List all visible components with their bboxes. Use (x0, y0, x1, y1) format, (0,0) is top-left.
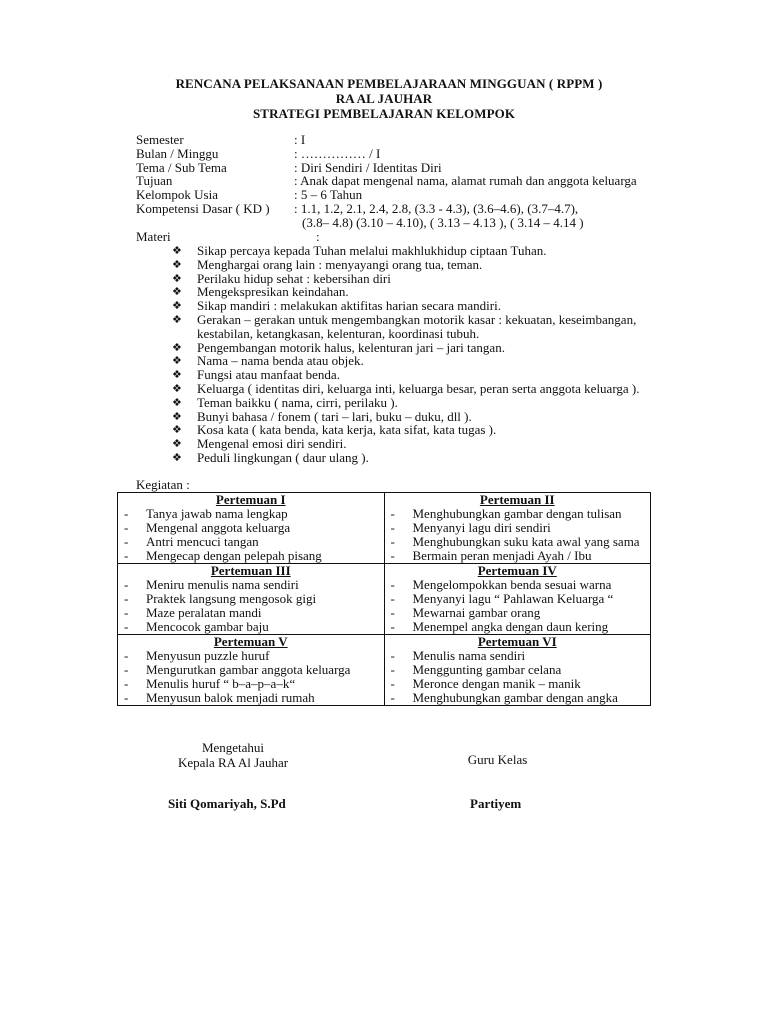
materi-item (172, 423, 692, 437)
materi-text: Peduli lingkungan ( daur ulang ). (197, 449, 369, 465)
info-row-kd (136, 202, 696, 216)
activity-text: Menggunting gambar celana (412, 662, 562, 677)
activity-text: Mengelompokkan benda sesuai warna (412, 577, 612, 592)
activity-text: Mengecap dengan pelepah pisang (146, 548, 322, 563)
materi-item (172, 299, 692, 313)
dash-marker: - (390, 619, 395, 634)
activity-list (385, 649, 651, 705)
activity-text: Antri mencuci tangan (146, 534, 259, 549)
dash-marker: - (124, 520, 129, 535)
activity-list (118, 649, 384, 705)
info-label: Tema / Sub Tema (136, 159, 227, 175)
activity-item (385, 521, 651, 535)
kegiatan-row (118, 493, 651, 564)
dash-marker: - (124, 548, 129, 563)
activity-item (118, 507, 384, 521)
activity-text: Menulis huruf “ b–a–p–a–k“ (146, 676, 296, 691)
info-row-usia (136, 188, 696, 202)
activity-item (118, 663, 384, 677)
dash-marker: - (390, 605, 395, 620)
activity-item (118, 691, 384, 705)
kegiatan-label: Kegiatan : (136, 477, 190, 492)
activity-text: Maze peralatan mandi (146, 605, 262, 620)
materi-text: Pengembangan motorik halus, kelenturan jari – jari tangan. (197, 339, 505, 355)
bullet-icon: ❖ (172, 285, 182, 299)
dash-marker: - (124, 605, 129, 620)
info-label: Bulan / Minggu (136, 145, 219, 161)
activity-text: Meniru menulis nama sendiri (146, 577, 299, 592)
materi-item (172, 313, 692, 341)
activity-item (385, 578, 651, 592)
pertemuan-cell (118, 635, 385, 706)
materi-text: Nama – nama benda atau objek. (197, 353, 364, 369)
info-label: Kelompok Usia (136, 187, 218, 203)
activity-text: Mengurutkan gambar anggota keluarga (146, 662, 351, 677)
document-header (0, 76, 768, 121)
activity-text: Menempel angka dengan daun kering (412, 619, 609, 634)
dash-marker: - (390, 534, 395, 549)
pertemuan-cell (118, 564, 385, 635)
materi-item (172, 382, 692, 396)
activity-text: Menyanyi lagu diri sendiri (412, 520, 551, 535)
pertemuan-title-text: Pertemuan I (215, 492, 286, 507)
activity-text: Praktek langsung mengosok gigi (146, 591, 317, 606)
bullet-icon: ❖ (172, 395, 182, 409)
document-title: RENCANA PELAKSANAAN PEMBELAJARAAN MINGGUAN ( RPPM ) (175, 76, 603, 91)
materi-text: Mengenal emosi diri sendiri. (197, 436, 347, 452)
dash-marker: - (390, 662, 395, 677)
activity-item (118, 649, 384, 663)
pertemuan-title-text: Pertemuan VI (477, 634, 557, 649)
activity-item (385, 620, 651, 634)
activity-item (118, 521, 384, 535)
info-value: : 5 – 6 Tahun (294, 187, 363, 203)
dash-marker: - (124, 591, 129, 606)
materi-text: Kosa kata ( kata benda, kata kerja, kata sifat, kata tugas ). (197, 422, 497, 438)
dash-marker: - (124, 619, 129, 634)
bullet-icon: ❖ (172, 437, 182, 451)
info-value: : 1.1, 1.2, 2.1, 2.4, 2.8, (3.3 - 4.3), (3.6–4.6), (3.7–4.7), (294, 200, 579, 216)
activity-text: Mengenal anggota keluarga (146, 520, 291, 535)
info-row-kd-continued (136, 216, 696, 230)
signature-right-line1: Guru Kelas (467, 752, 528, 767)
plan-info (136, 133, 696, 243)
signature-right (440, 752, 555, 767)
dash-marker: - (124, 662, 129, 677)
activity-list (118, 578, 384, 634)
bullet-icon: ❖ (172, 244, 182, 257)
info-label: Kompetensi Dasar ( KD ) (136, 200, 270, 216)
materi-item (172, 244, 692, 258)
dash-marker: - (124, 506, 129, 521)
info-row-tema (136, 161, 696, 175)
materi-item (172, 368, 692, 382)
pertemuan-title-text: Pertemuan III (210, 563, 291, 578)
bullet-icon: ❖ (172, 312, 182, 326)
activity-text: Bermain peran menjadi Ayah / Ibu (412, 548, 592, 563)
activity-text: Menghubungkan gambar dengan angka (412, 690, 618, 705)
activity-item (385, 691, 651, 705)
activity-text: Meronce dengan manik – manik (412, 676, 581, 691)
materi-text: Fungsi atau manfaat benda. (197, 367, 340, 383)
materi-item (172, 437, 692, 451)
signature-left-line1: Mengetahui (201, 740, 265, 755)
materi-item (172, 354, 692, 368)
pertemuan-cell (384, 564, 651, 635)
bullet-icon: ❖ (172, 299, 182, 313)
dash-marker: - (390, 676, 395, 691)
bullet-icon: ❖ (172, 271, 182, 285)
activity-item (385, 592, 651, 606)
pertemuan-title (385, 635, 651, 649)
activity-text: Mencocok gambar baju (146, 619, 269, 634)
dash-marker: - (390, 577, 395, 592)
activity-list (385, 578, 651, 634)
materi-item (172, 396, 692, 410)
materi-item (172, 451, 692, 465)
bullet-icon: ❖ (172, 423, 182, 437)
dash-marker: - (390, 591, 395, 606)
activity-text: Mewarnai gambar orang (412, 605, 541, 620)
principal-name: Siti Qomariyah, S.Pd (168, 796, 286, 811)
activity-list (385, 507, 651, 563)
dash-marker: - (124, 648, 129, 663)
activity-text: Menyanyi lagu “ Pahlawan Keluarga “ (412, 591, 614, 606)
activity-item (385, 507, 651, 521)
activity-text: Menyusun balok menjadi rumah (146, 690, 315, 705)
info-label: Tujuan (136, 173, 173, 189)
activity-text: Menyusun puzzle huruf (146, 648, 270, 663)
dash-marker: - (390, 520, 395, 535)
dash-marker: - (124, 577, 129, 592)
pertemuan-cell (384, 635, 651, 706)
bullet-icon: ❖ (172, 354, 182, 368)
info-row-materi (136, 230, 696, 244)
info-label: Semester (136, 132, 184, 147)
info-row-tujuan (136, 174, 696, 188)
kegiatan-row (118, 635, 651, 706)
activity-item (385, 606, 651, 620)
pertemuan-title (118, 493, 384, 507)
pertemuan-title-text: Pertemuan IV (477, 563, 557, 578)
activity-item (385, 677, 651, 691)
bullet-icon: ❖ (172, 450, 182, 464)
bullet-icon: ❖ (172, 381, 182, 395)
materi-text: Mengekspresikan keindahan. (197, 284, 349, 300)
pertemuan-cell (118, 493, 385, 564)
pertemuan-title-text: Pertemuan V (213, 634, 288, 649)
materi-text: Menghargai orang lain : menyayangi orang tua, teman. (197, 256, 483, 272)
bullet-icon: ❖ (172, 340, 182, 354)
dash-marker: - (390, 506, 395, 521)
activity-text: Tanya jawab nama lengkap (146, 506, 288, 521)
activity-item (118, 677, 384, 691)
materi-item (172, 341, 692, 355)
info-value-continued: (3.8– 4.8) (3.10 – 4.10), ( 3.13 – 4.13 ), ( 3.14 – 4.14 ) (302, 214, 584, 230)
info-row-semester (136, 133, 696, 147)
dash-marker: - (124, 690, 129, 705)
materi-list (172, 244, 692, 465)
materi-text: Bunyi bahasa / fonem ( tari – lari, buku – duku, dll ). (197, 408, 472, 424)
activity-text: Menulis nama sendiri (412, 648, 526, 663)
info-value: : Anak dapat mengenal nama, alamat rumah dan anggota keluarga (294, 173, 637, 189)
activity-text: Menghubungkan gambar dengan tulisan (412, 506, 622, 521)
pertemuan-title (118, 564, 384, 578)
pertemuan-cell (384, 493, 651, 564)
info-value: : (316, 228, 320, 244)
pertemuan-title-text: Pertemuan II (479, 492, 555, 507)
signature-left (158, 740, 308, 770)
info-value: : Diri Sendiri / Identitas Diri (294, 159, 442, 175)
pertemuan-title (385, 493, 651, 507)
dash-marker: - (124, 676, 129, 691)
materi-item (172, 258, 692, 272)
materi-text: Sikap percaya kepada Tuhan melalui makhlukhidup ciptaan Tuhan. (197, 243, 547, 258)
activity-item (118, 549, 384, 563)
materi-item (172, 285, 692, 299)
dash-marker: - (390, 548, 395, 563)
dash-marker: - (124, 534, 129, 549)
materi-text: Sikap mandiri : melakukan aktifitas harian secara mandiri. (197, 298, 501, 314)
info-row-bulan (136, 147, 696, 161)
materi-text: Keluarga ( identitas diri, keluarga inti, keluarga besar, peran serta anggota keluarga ). (197, 380, 640, 396)
activity-item (385, 649, 651, 663)
kegiatan-row (118, 564, 651, 635)
strategy-title: STRATEGI PEMBELAJARAN KELOMPOK (252, 106, 516, 121)
materi-item (172, 410, 692, 424)
activity-item (118, 592, 384, 606)
info-value: : …………… / I (294, 145, 381, 161)
bullet-icon: ❖ (172, 409, 182, 423)
activity-item (385, 663, 651, 677)
pertemuan-title (385, 564, 651, 578)
dash-marker: - (390, 648, 395, 663)
materi-text: Gerakan – gerakan untuk mengembangkan motorik kasar : kekuatan, keseimbangan, kestabilan, ketangkasan, kelenturan, koordinasi tubuh. (197, 311, 637, 341)
activity-item (118, 578, 384, 592)
bullet-icon: ❖ (172, 368, 182, 382)
dash-marker: - (390, 690, 395, 705)
materi-text: Perilaku hidup sehat : kebersihan diri (197, 270, 391, 286)
signature-left-line2: Kepala RA Al Jauhar (177, 755, 289, 770)
materi-item (172, 272, 692, 286)
bullet-icon: ❖ (172, 257, 182, 271)
teacher-name: Partiyem (470, 796, 522, 811)
activity-item (118, 606, 384, 620)
info-label: Materi (136, 228, 171, 244)
activity-item (385, 549, 651, 563)
pertemuan-title (118, 635, 384, 649)
activity-item (118, 620, 384, 634)
activity-list (118, 507, 384, 563)
school-name: RA AL JAUHAR (335, 91, 433, 106)
activity-item (118, 535, 384, 549)
activity-text: Menghubungkan suku kata awal yang sama (412, 534, 640, 549)
materi-text: Teman baikku ( nama, cirri, perilaku ). (197, 394, 398, 410)
activity-item (385, 535, 651, 549)
info-value: : I (294, 132, 306, 147)
kegiatan-table (117, 492, 651, 706)
